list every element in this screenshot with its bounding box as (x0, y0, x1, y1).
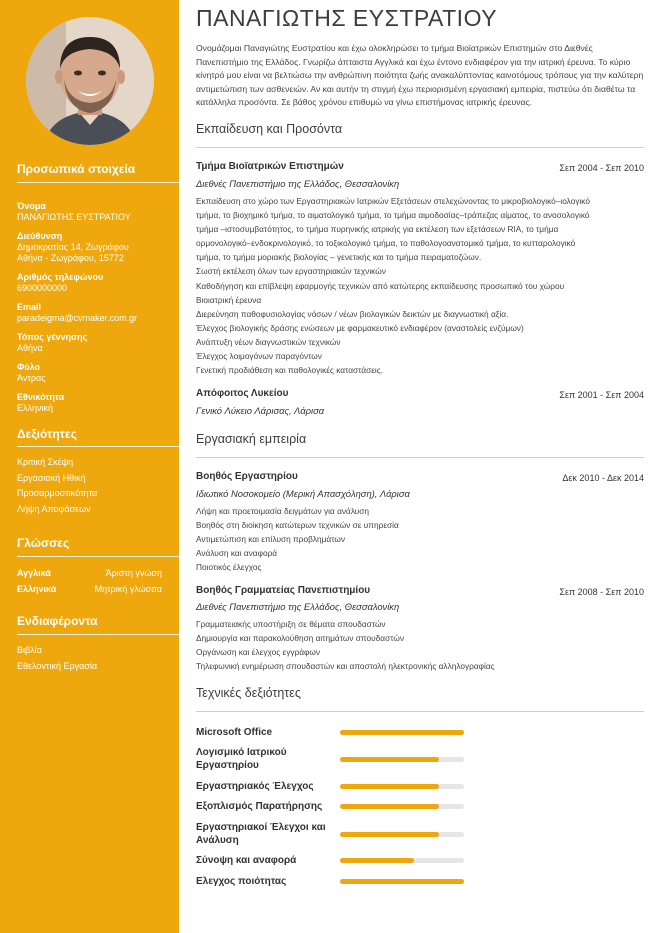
tech-skill-fill (340, 858, 414, 863)
avatar-illustration (26, 17, 154, 145)
divider (17, 634, 179, 635)
education-date: Σεπ 2004 - Σεπ 2010 (559, 163, 644, 173)
tech-skill-fill (340, 757, 439, 762)
birthplace-label: Τόπος γέννησης (17, 332, 88, 342)
personal-address (17, 231, 173, 264)
tech-skill-fill (340, 784, 439, 789)
sidebar (0, 0, 179, 933)
name-label: Όνομα (17, 201, 46, 211)
personal-nationality (17, 392, 173, 414)
languages-heading: Γλώσσες (17, 536, 70, 550)
description-line: Λήψη και προετοιμασία δειγμάτων για ανάλυση (196, 506, 370, 516)
divider (17, 446, 179, 447)
tech-skill-name: Εργαστηριακός Έλεγχος (196, 781, 314, 792)
education-title: Τμήμα Βιοϊατρικών Επιστημών (196, 161, 344, 172)
tech-skill-bar (340, 804, 464, 809)
tech-skill-bar (340, 832, 464, 837)
tech-skill-name: Microsoft Office (196, 727, 273, 738)
description-line: Ανάλυση και αναφορά (196, 548, 278, 559)
description-line: Γενετική προδιάθεση και παθολογικές καταστάσεις. (196, 365, 384, 376)
job-employer: Ιδιωτικό Νοσοκομείο (Μερική Απασχόληση), Λάρισα (196, 488, 410, 499)
description-line: τμήμα –ιστοσυμβατότητος, το τμήμα πυρηνικής ιατρικής για εκτέλεση των εξετάσεων RIA, το τμήμα (196, 224, 559, 235)
description-line: Διερεύνηση παθοφυσιολογίας νόσων / νέων βιολογικών δεικτών με διαγνωστική αξία. (196, 308, 509, 319)
job-description (196, 504, 644, 574)
interest-item: Βιβλία (17, 645, 42, 655)
tech-skill-name: Λογισμικό Ιατρικού Εργαστηρίου (196, 747, 287, 771)
description-line: ορμονολογικό–ενδοκρινολογικό, το τοξικολογικό τμήμα, το παθολογοανατομικό τμήμα, το κυτταρολογικό (196, 238, 576, 249)
job-date: Δεκ 2010 - Δεκ 2014 (562, 473, 644, 483)
address-label: Διεύθυνση (17, 231, 63, 241)
description-line: Ανάπτυξη νέων διαγνωστικών τεχνικών (196, 336, 341, 347)
divider (17, 182, 179, 183)
skill-item: Λήψη Αποφάσεων (17, 503, 91, 514)
language-name: Αγγλικά (17, 568, 51, 578)
name-value: ΠΑΝΑΓΙΩΤΗΣ ΕΥΣΤΡΑΤΙΟΥ (17, 212, 131, 222)
job-title: Βοηθός Γραμματείας Πανεπιστημίου (196, 585, 371, 596)
address-line-2: Αθήνα - Ζωγράφου, 15772 (17, 253, 124, 263)
skills-heading: Δεξιότητες (17, 427, 77, 441)
divider (17, 556, 179, 557)
gender-value: Άντρας (17, 373, 46, 383)
skills-list (17, 455, 173, 517)
education-institution: Διεθνές Πανεπιστήμιο της Ελλάδος, Θεσσαλονίκη (196, 178, 400, 189)
phone-value: 6900000000 (17, 283, 68, 293)
personal-gender (17, 362, 173, 384)
education-date: Σεπ 2001 - Σεπ 2004 (559, 390, 644, 400)
nationality-value: Ελληνική (17, 403, 54, 413)
personal-phone (17, 272, 173, 294)
description-line: Σωστή εκτέλεση όλων των εργαστηριακών τεχνικών (196, 266, 386, 277)
interests-list (17, 643, 173, 674)
job-employer: Διεθνές Πανεπιστήμιο της Ελλάδος, Θεσσαλονίκη (196, 601, 400, 612)
tech-skill-bar (340, 879, 464, 884)
language-level: Μητρική γλώσσα (94, 584, 162, 594)
skill-item: Προσαρμοστικότητα (17, 488, 98, 498)
education-title: Απόφοιτος Λυκείου (196, 388, 289, 399)
description-line: τμήμα, το βιοχημικό τμήμα, το αιματολογικό τμήμα, το τμήμα αιμοδοσίας–τράπεζας αίματος, το ανοσολογικό (196, 210, 590, 221)
candidate-name: ΠΑΝΑΓΙΩΤΗΣ ΕΥΣΤΡΑΤΙΟΥ (196, 5, 498, 31)
job-title: Βοηθός Εργαστηρίου (196, 471, 298, 482)
experience-heading: Εργασιακή εμπειρία (196, 432, 307, 446)
description-line: Έλεγχος βιολογικής δράσης ενώσεων με φαρμακευτικό ενδιαφέρον (αναστολείς ενζύμων) (196, 322, 524, 333)
divider (196, 711, 644, 712)
address-line-1: Δημοκρατίας 14, Ζωγράφου (17, 242, 129, 252)
interest-item: Εθελοντική Εργασία (17, 660, 98, 671)
education-institution: Γενικό Λύκειο Λάρισας, Λάρισα (196, 405, 325, 416)
language-level: Άριστη γνώση (105, 568, 162, 578)
description-line: Τηλεφωνική ενημέρωση σπουδαστών και αποστολή ηλεκτρονικής αλληλογραφίας (196, 661, 495, 672)
email-value: paradeigma@cvmaker.com.gr (17, 313, 138, 323)
education-description (196, 194, 644, 377)
job-date: Σεπ 2008 - Σεπ 2010 (559, 587, 644, 597)
description-line: Γραμματειακής υποστήριξη σε θέματα σπουδαστών (196, 619, 386, 629)
tech-skill-bar (340, 858, 464, 863)
description-line: Δημιουργία και παρακολούθηση αιτημάτων σπουδαστών (196, 633, 405, 644)
personal-birthplace (17, 332, 173, 354)
tech-skill-name: Ελεγχος ποιότητας (196, 876, 287, 887)
personal-name (17, 201, 173, 223)
personal-info-heading: Προσωπικά στοιχεία (17, 162, 136, 176)
personal-email (17, 302, 173, 324)
description-line: Βοηθός στη διοίκηση κατώτερων τεχνικών σε υπηρεσία (196, 520, 399, 531)
description-line: Οργάνωση και έλεγχος εγγράφων (196, 647, 321, 658)
description-line: Αντιμετώπιση και επίλυση προβλημάτων (196, 534, 346, 545)
skill-item: Κριτική Σκέψη (17, 457, 74, 467)
tech-skill-fill (340, 804, 439, 809)
description-line: Καθοδήγηση και επίβλεψη εφαρμογής τεχνικών από κατώτερης εκπαίδευσης προσωπικό του χώρου (196, 280, 565, 291)
language-name: Ελληνικά (17, 584, 57, 594)
tech-skill-fill (340, 879, 464, 884)
language-row (17, 584, 162, 594)
tech-skill-fill (340, 832, 439, 837)
description-line: Έλεγχος λοιμογόνων παραγόντων (196, 351, 322, 362)
nationality-label: Εθνικότητα (17, 392, 65, 402)
personal-info (17, 201, 173, 422)
profile-photo (26, 17, 154, 145)
divider (196, 147, 644, 148)
gender-label: Φύλο (17, 362, 41, 372)
email-label: Email (17, 302, 42, 312)
birthplace-value: Αθήνα (17, 343, 43, 353)
description-line: Ποιοτικός έλεγχος (196, 562, 262, 573)
description-line: Εκπαίδευση στο χώρο των Εργαστηριακών Ιατρικών Εξετάσεων στελεχώνοντας το μικροβιολογικό–ιολογικό (196, 196, 590, 206)
profile-summary: Ονομάζομαι Παναγιώτης Ευστρατίου και έχω ολοκληρώσει το τμήμα Βιοϊατρικών Επιστημών στο Διεθνές Πανεπιστήμιο της Ελλάδος. Γνωρίζω άπταιστα Αγγλικά και έχω έντονο ενδιαφέρον για την ιατρική έρευνα. Το κύριο κίνητρό μου είναι να βελτιώσω την ανθρώπινη ποιότητα ζωής ανακαλύπτοντας καινοτόμους τρόπους για την καλύτερη αντιμετώπιση των ασθενειών. Αν και αυτήν τη στιγμή έχω περιορισμένη εργασιακή εμπειρία, πιστεύω ότι διαθέτω τα κατάλληλα προσόντα. Σε βάθος χρόνου επιθυμώ να γίνω επιστήμονας ιατρικής έρευνας. (196, 43, 644, 108)
tech-skill-bar (340, 757, 464, 762)
tech-skills-heading: Τεχνικές δεξιότητες (196, 686, 301, 700)
phone-label: Αριθμός τηλεφώνου (17, 272, 104, 282)
interests-heading: Ενδιαφέροντα (17, 614, 98, 628)
tech-skill-name: Εξοπλισμός Παρατήρησης (196, 801, 323, 812)
tech-skill-bar (340, 784, 464, 789)
description-line: Βιοιατρική έρευνα (196, 294, 262, 305)
language-row (17, 568, 162, 578)
tech-skill-bar (340, 730, 464, 735)
tech-skill-name: Σύνοψη και αναφορά (196, 855, 297, 866)
education-heading: Εκπαίδευση και Προσόντα (196, 122, 343, 136)
tech-skill-fill (340, 730, 464, 735)
description-line: τμήμα, το τμήμα μοριακής βιολογίας – γενετικής και το τμήμα πειραματοζώων. (196, 252, 482, 263)
tech-skill-name: Εργαστηριακοί Έλεγχοι και Ανάλυση (196, 822, 326, 846)
job-description (196, 617, 644, 673)
skill-item: Εργασιακή Ηθική (17, 472, 86, 483)
divider (196, 457, 644, 458)
